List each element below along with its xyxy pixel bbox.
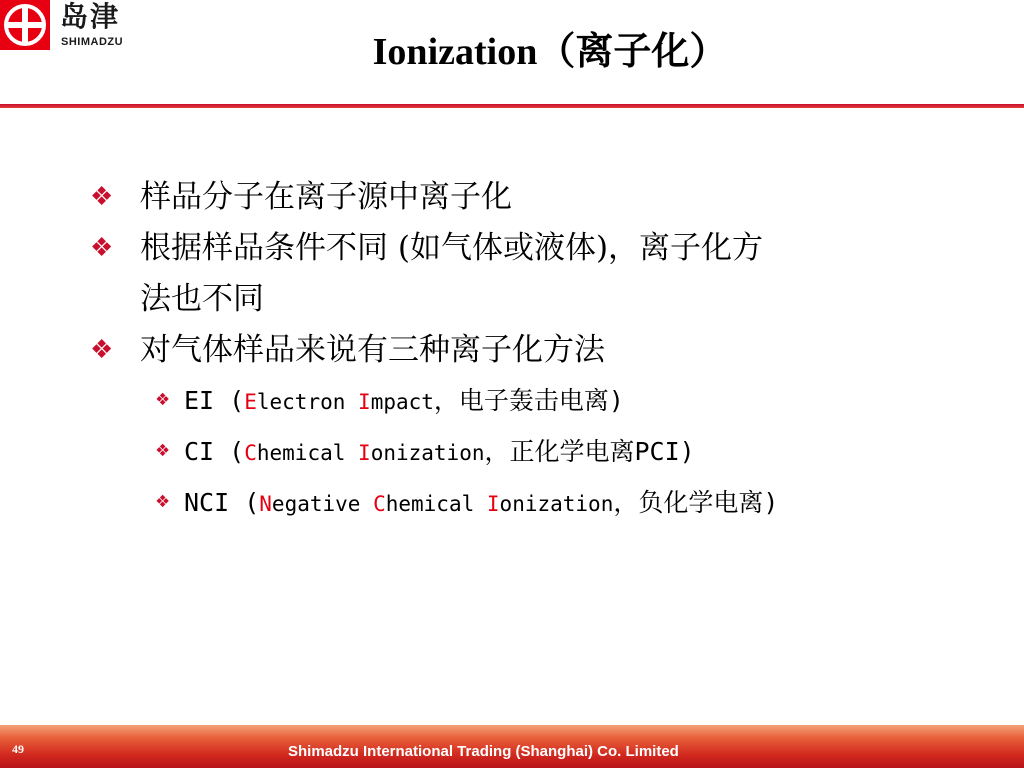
- method-initial: I: [358, 441, 371, 465]
- method-word: hemical: [256, 441, 359, 465]
- title-divider: [0, 104, 1024, 108]
- method-word: onization: [499, 492, 614, 516]
- method-word: mpact: [370, 390, 434, 414]
- bullet-text-line2: 法也不同: [140, 281, 264, 317]
- shimadzu-logo-icon: [0, 0, 50, 50]
- method-abbr: NCI (: [184, 488, 260, 517]
- method-word: lectron: [256, 390, 359, 414]
- method-description: ，负化学电离): [613, 488, 779, 517]
- company-name: Shimadzu International Trading (Shanghai) Co. Limited: [288, 743, 679, 760]
- bullet-item: [90, 325, 980, 376]
- method-word: egative: [271, 492, 374, 516]
- logo-english-name: SHIMADZU: [61, 36, 124, 48]
- diamond-bullet-icon: ❖: [90, 182, 114, 212]
- bullet-text: 样品分子在离子源中离子化: [140, 179, 512, 215]
- method-word: onization: [370, 441, 485, 465]
- sub-bullet-ci: [156, 427, 980, 478]
- diamond-bullet-icon: ❖: [156, 488, 170, 513]
- slide-title: Ionization（离子化）: [372, 31, 728, 73]
- bullet-item: [90, 223, 980, 325]
- method-initial: E: [244, 390, 257, 414]
- bullet-item: [90, 172, 980, 223]
- diamond-bullet-icon: ❖: [156, 437, 170, 462]
- method-initial: N: [259, 492, 272, 516]
- diamond-bullet-icon: ❖: [90, 335, 114, 365]
- method-initial: I: [358, 390, 371, 414]
- page-number: 49: [12, 742, 24, 756]
- diamond-bullet-icon: ❖: [90, 233, 114, 263]
- sub-bullet-nci: [156, 478, 980, 529]
- method-description: ，电子轰击电离): [433, 386, 624, 415]
- method-description: ，正化学电离PCI): [484, 437, 695, 466]
- sub-bullet-ei: [156, 376, 980, 427]
- diamond-bullet-icon: ❖: [156, 386, 170, 411]
- bullet-list: [90, 172, 980, 529]
- method-word: hemical: [385, 492, 487, 516]
- method-initial: I: [486, 492, 500, 516]
- method-initial: C: [244, 441, 257, 465]
- method-initial: C: [373, 492, 386, 516]
- logo-chinese-name: 岛津: [60, 0, 121, 33]
- method-abbr: CI (: [184, 437, 245, 466]
- bullet-text: 对气体样品来说有三种离子化方法: [140, 332, 605, 368]
- bullet-text-line1: 根据样品条件不同 (如气体或液体)，离子化方: [140, 230, 764, 266]
- method-abbr: EI (: [184, 386, 245, 415]
